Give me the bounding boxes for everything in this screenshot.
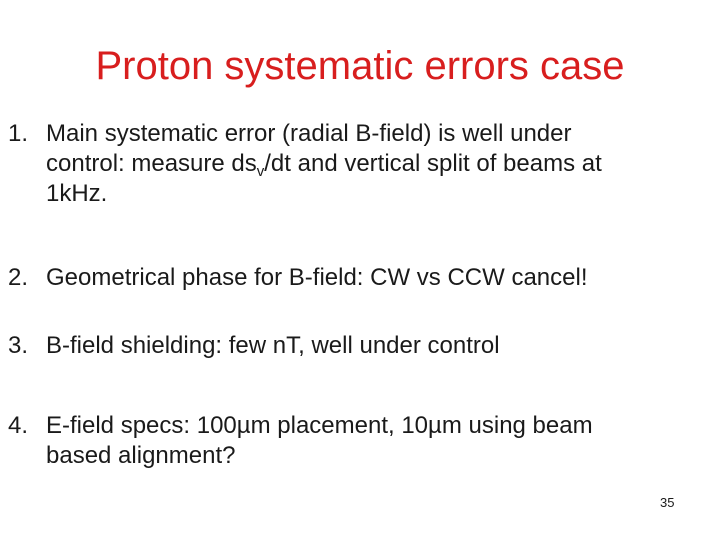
list-item-text-line: based alignment? xyxy=(46,442,236,469)
list-item xyxy=(8,263,708,293)
page-number: 35 xyxy=(660,495,675,510)
text-fragment: control: measure ds xyxy=(46,150,257,177)
subscript: v xyxy=(256,163,265,180)
text-fragment: /dt and vertical split of beams at xyxy=(264,150,602,177)
list-item-text-line xyxy=(46,149,708,179)
list-item-number: 3. xyxy=(8,332,29,359)
list-item-text-line: 1kHz. xyxy=(46,180,108,207)
list-item xyxy=(8,411,708,471)
list-item xyxy=(8,331,708,361)
bullet-list xyxy=(8,119,708,471)
list-item-text-line: E-field specs: 100µm placement, 10µm using beam xyxy=(46,412,593,439)
list-item-text-line: Main systematic error (radial B-field) is well under xyxy=(46,120,572,147)
list-item-text-line: Geometrical phase for B-field: CW vs CCW cancel! xyxy=(46,264,588,291)
list-item-number: 4. xyxy=(8,412,29,439)
list-item-number: 1. xyxy=(8,120,29,147)
list-item xyxy=(8,119,708,209)
list-item-number: 2. xyxy=(8,264,29,291)
list-item-text-line: B-field shielding: few nT, well under control xyxy=(46,332,500,359)
slide-title: Proton systematic errors case xyxy=(95,44,625,88)
